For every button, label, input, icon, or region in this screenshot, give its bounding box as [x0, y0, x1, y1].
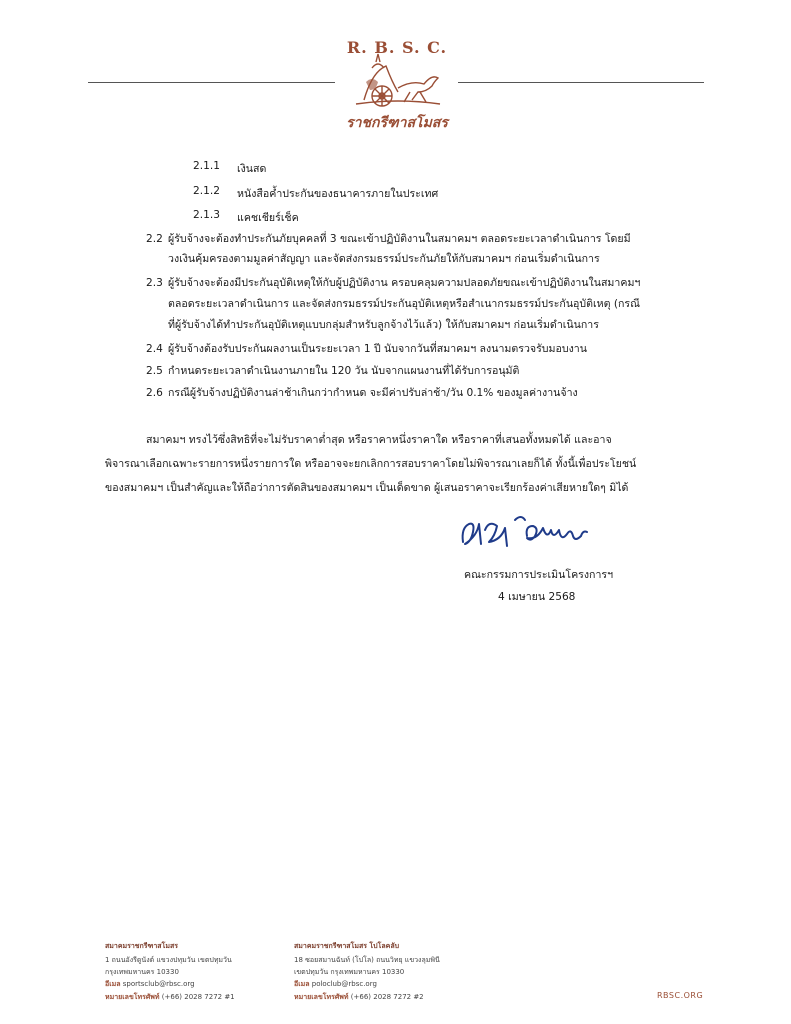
logo-letters: R. B. S. C. [346, 38, 448, 57]
footer-address-line: 1 ถนนอังรีดูนังต์ แขวงปทุมวัน เขตปทุมวัน [105, 956, 232, 964]
footer-club-name: สมาคมราชกรีฑาสโมสร โปโลคลับ [294, 942, 400, 950]
footer-address-line: 18 ซอยสมานฉันท์ (โปโล) ถนนวิทยุ แขวงลุมพินี [294, 956, 440, 964]
footer-phone-value: (+66) 2028 7272 #2 [350, 993, 424, 1001]
footer-address-line: กรุงเทพมหานคร 10330 [105, 968, 179, 976]
footer-phone [294, 992, 424, 1003]
handwritten-signature [455, 506, 605, 556]
chariot-emblem-icon [352, 52, 444, 112]
footer-email[interactable] [294, 979, 377, 990]
paragraph-line: พิจารณาเลือกเฉพาะรายการหนึ่งรายการใด หรืออาจจะยกเลิกการสอบราคาโดยไม่พิจารณาเลยก็ได้ ทั้งนี้เพื่อประโยชน์ [105, 458, 637, 470]
header-rule-right [458, 82, 704, 83]
item-number: 2.2 [146, 233, 163, 245]
sub-item-text: แคชเชียร์เช็ค [237, 212, 299, 224]
item-number: 2.4 [146, 343, 163, 355]
footer-email-value: sportsclub@rbsc.org [122, 980, 195, 988]
rbsc-logo [338, 38, 456, 134]
item-line: ผู้รับจ้างจะต้องทำประกันภัยบุคคลที่ 3 ขณะเข้าปฏิบัติงานในสมาคมฯ ตลอดระยะเวลาดำเนินการ โดยมี [168, 233, 631, 245]
paragraph-line: ของสมาคมฯ เป็นสำคัญและให้ถือว่าการตัดสินของสมาคมฯ เป็นเด็ดขาด ผู้เสนอราคาจะเรียกร้องค่าเสียหายใดๆ มิได้ [105, 482, 629, 494]
item-number: 2.6 [146, 387, 163, 399]
item-line: ตลอดระยะเวลาดำเนินการ และจัดส่งกรมธรรม์ประกันอุบัติเหตุหรือสำเนากรมธรรม์ประกันอุบัติเหตุ (กรณี [168, 298, 640, 310]
item-line: กรณีผู้รับจ้างปฏิบัติงานล่าช้าเกินกว่ากำหนด จะมีค่าปรับล่าช้า/วัน 0.1% ของมูลค่างานจ้าง [168, 387, 578, 399]
footer-email-label: อีเมล [105, 980, 121, 988]
sub-item-text: หนังสือค้ำประกันของธนาคารภายในประเทศ [237, 188, 439, 200]
footer-email[interactable] [105, 979, 195, 990]
footer-email-value: poloclub@rbsc.org [311, 980, 377, 988]
signatory-title: คณะกรรมการประเมินโครงการฯ [464, 569, 614, 581]
signature-date: 4 เมษายน 2568 [498, 591, 576, 603]
footer-phone-value: (+66) 2028 7272 #1 [161, 993, 235, 1001]
sub-item-number: 2.1.2 [193, 185, 220, 197]
header-rule-left [88, 82, 335, 83]
footer-phone-label: หมายเลขโทรศัพท์ [294, 993, 349, 1001]
sub-item-number: 2.1.3 [193, 209, 220, 221]
logo-club-name: ราชกรีฑาสโมสร [346, 115, 448, 131]
footer-club-name: สมาคมราชกรีฑาสโมสร [105, 942, 178, 950]
item-number: 2.5 [146, 365, 163, 377]
item-line: ที่ผู้รับจ้างได้ทำประกันอุบัติเหตุแบบกลุ่มสำหรับลูกจ้างไว้แล้ว) ให้กับสมาคมฯ ก่อนเริ่มดำเนินการ [168, 319, 599, 331]
footer-address-line: เขตปทุมวัน กรุงเทพมหานคร 10330 [294, 968, 405, 976]
item-number: 2.3 [146, 277, 163, 289]
item-line: วงเงินคุ้มครองตามมูลค่าสัญญา และจัดส่งกรมธรรม์ประกันภัยให้กับสมาคมฯ ก่อนเริ่มดำเนินการ [168, 253, 600, 265]
footer-phone-label: หมายเลขโทรศัพท์ [105, 993, 160, 1001]
item-line: ผู้รับจ้างจะต้องมีประกันอุบัติเหตุให้กับผู้ปฏิบัติงาน ครอบคลุมความปลอดภัยขณะเข้าปฏิบัติงานในสมาคมฯ [168, 277, 641, 289]
footer-email-label: อีเมล [294, 980, 310, 988]
footer-phone [105, 992, 235, 1003]
item-line: กำหนดระยะเวลาดำเนินงานภายใน 120 วัน นับจากแผนงานที่ได้รับการอนุมัติ [168, 365, 520, 377]
footer-website[interactable]: RBSC.ORG [657, 991, 704, 1000]
item-line: ผู้รับจ้างต้องรับประกันผลงานเป็นระยะเวลา 1 ปี นับจากวันที่สมาคมฯ ลงนามตรวจรับมอบงาน [168, 343, 587, 355]
sub-item-number: 2.1.1 [193, 160, 220, 172]
paragraph-line: สมาคมฯ ทรงไว้ซึ่งสิทธิที่จะไม่รับราคาต่ำสุด หรือราคาหนึ่งราคาใด หรือราคาที่เสนอทั้งหมดได้ และอาจ [146, 434, 612, 446]
sub-item-text: เงินสด [237, 163, 267, 175]
